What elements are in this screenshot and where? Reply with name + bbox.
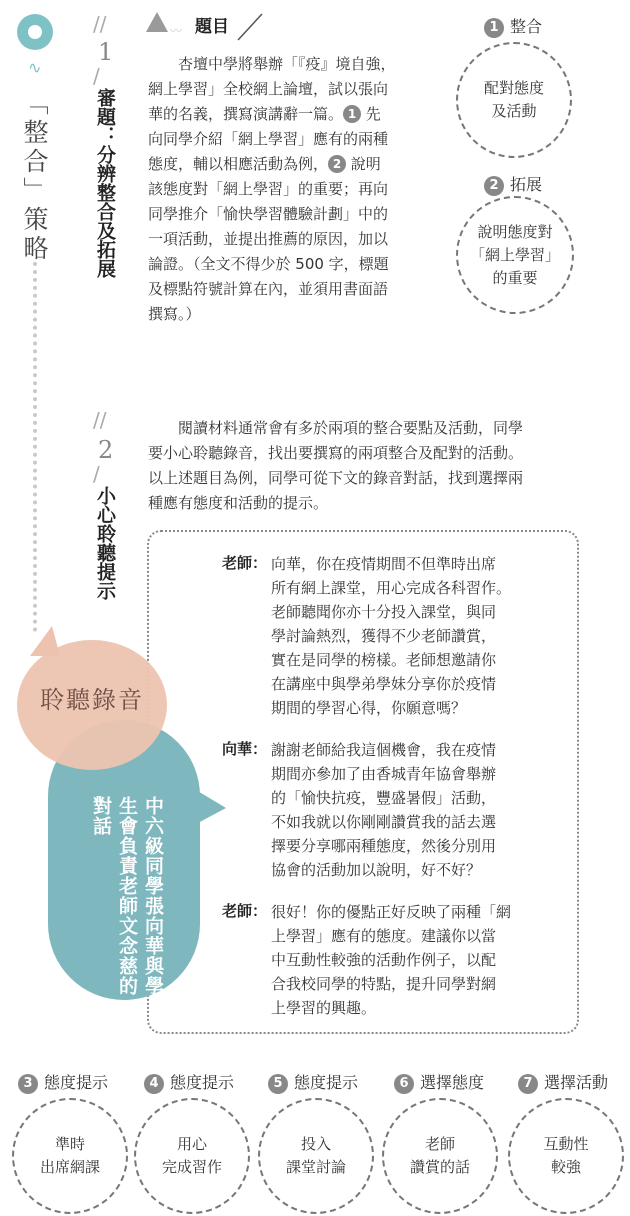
hint-circle: 準時 出席網課	[12, 1098, 128, 1214]
task-line: 向同學介紹「網上學習」應有的兩種	[148, 130, 389, 148]
speech: 很好！你的優點正好反映了兩種「網 上學習」應有的態度。建議你以當 中互動性較強的活動作例子，以配 合我校同學的特點，提升同學對網 上學習的興趣。	[271, 903, 512, 1017]
hint-circle: 老師 讚賞的話	[382, 1098, 498, 1214]
section2-line: 種應有態度和活動的提示。	[148, 494, 329, 512]
hint-circle: 互動性 較強	[508, 1098, 624, 1214]
task-title: 題目	[195, 17, 229, 37]
hint-circle: 投入 課堂討論	[258, 1098, 374, 1214]
section1-slash-icon: /	[93, 64, 100, 88]
speaker: 老師：	[221, 554, 267, 572]
task-line: 同學推介「愉快學習體驗計劃」中的	[148, 205, 389, 223]
section2-line: 閱讀材料通常會有多於兩項的整合要點及活動，同學	[178, 419, 524, 437]
speech: 謝謝老師給我這個機會，我在疫情 期間亦參加了由香城青年協會舉辦 的「愉快抗疫，豐盛暑假」活動， 不如我就以你剛剛讚賞我的話去選 擇要分享哪兩種態度，然後分別用 協會的活動加以說明，好不好？	[271, 741, 497, 879]
section2-line: 以上述題目為例，同學可從下文的錄音對話，找到選擇兩	[148, 469, 524, 487]
task-line: 華的名義，撰寫演講辭一篇。 1 先	[148, 105, 381, 123]
task-paragraph	[148, 52, 438, 327]
section1-number: 1	[98, 38, 114, 66]
bubble-tail	[196, 790, 226, 824]
task-line: 杏壇中學將舉辦「『疫』境自強，	[178, 55, 396, 73]
task-line: 一項活動，並提出推薦的原因，加以	[148, 230, 389, 248]
badge-2: 2	[328, 155, 346, 173]
section2-paragraph	[148, 416, 588, 516]
task-line: 論證。（全文不得少於 500 字，標題	[148, 255, 389, 273]
dialogue-description: 中六級同學張向華與學生會負責老師文念慈的對話	[90, 796, 164, 996]
speaker: 向華：	[221, 740, 267, 758]
triangle-icon	[146, 12, 168, 32]
hint-label: 3 態度提示	[18, 1070, 108, 1094]
strategy-title: 「整合」策略	[20, 90, 49, 264]
hint-label: 6 選擇態度	[394, 1070, 484, 1094]
section2-title: 小心聆聽提示	[94, 486, 116, 600]
badge-1: 1	[343, 105, 361, 123]
task-line: 撰寫。）	[148, 305, 201, 323]
task-line: 網上學習」全校網上論壇，試以張向	[148, 80, 389, 98]
wave-icon: 〰	[170, 24, 183, 38]
listen-recording-label: 聆聽錄音	[40, 686, 144, 714]
task-line: 該態度對「網上學習」的重要；再向	[148, 180, 389, 198]
hint-label: 7 選擇活動	[518, 1070, 608, 1094]
slash-icon	[236, 12, 266, 42]
integrate-circle: 配對態度 及活動	[456, 42, 572, 158]
integrate-label: 1 整合	[484, 14, 542, 38]
hint-label: 5 態度提示	[268, 1070, 358, 1094]
section2-marks: //	[93, 408, 107, 432]
speaker: 老師：	[221, 902, 267, 920]
strategy-logo-icon	[17, 14, 53, 50]
dotted-divider	[33, 262, 37, 632]
task-line: 及標點符號計算在內，並須用書面語	[148, 280, 389, 298]
section2-line: 要小心聆聽錄音，找出要撰寫的兩項整合及配對的活動。	[148, 444, 524, 462]
squiggle-icon: ∿	[28, 58, 42, 77]
hint-label: 4 態度提示	[144, 1070, 234, 1094]
extend-label: 2 拓展	[484, 172, 542, 196]
extend-circle: 說明態度對 「網上學習」 的重要	[456, 196, 574, 314]
section2-slash-icon: /	[93, 462, 100, 486]
section1-marks: //	[93, 12, 107, 36]
section1-title: 審題：分辨整合及拓展	[94, 88, 116, 278]
task-line: 態度，輔以相應活動為例， 2 說明	[148, 155, 381, 173]
section2-number: 2	[98, 436, 114, 464]
hint-circle: 用心 完成習作	[134, 1098, 250, 1214]
speech: 向華，你在疫情期間不但準時出席 所有網上課堂，用心完成各科習作。 老師聽聞你亦十分投入課堂，與同 學討論熱烈，獲得不少老師讚賞， 實在是同學的榜樣。老師想邀請你 在講座中與學弟學妹分享你於疫情 期間的學習心得，你願意嗎？	[271, 555, 512, 717]
